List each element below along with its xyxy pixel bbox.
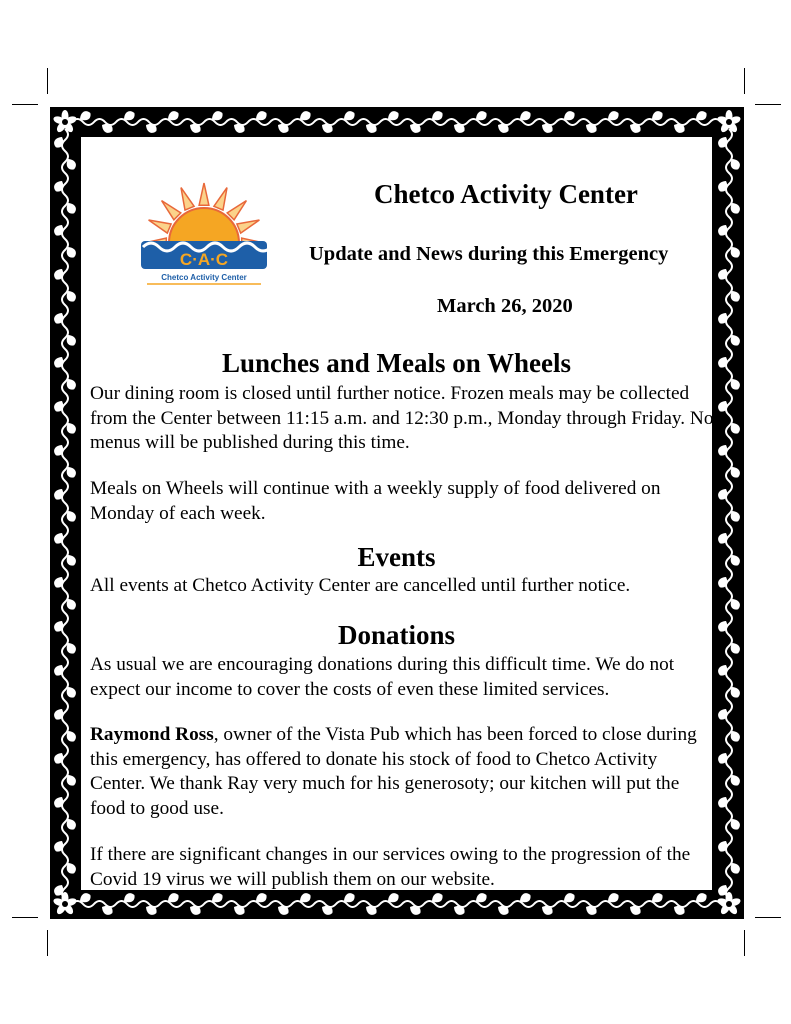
crop-mark	[12, 104, 38, 105]
lunches-paragraph-2: Meals on Wheels will continue with a weekly supply of food delivered on Monday of each week.	[90, 478, 661, 524]
lunches-paragraph-1: Our dining room is closed until further notice. Frozen meals may be collected from the Center between 11:15 a.m. and 12:30 p.m., Monday through Friday. No menus will be published during this time.	[90, 383, 714, 453]
donations-paragraph-2-text: , owner of the Vista Pub which has been forced to close during this emergency, has offered to donate his stock of food to Chetco Activity Center. We thank Ray very much for his generosoty; our kitchen will put the food to good use.	[90, 724, 697, 819]
flyer-content	[81, 137, 712, 890]
crop-mark	[47, 930, 48, 956]
sun-ray	[162, 201, 181, 220]
sun-ray	[199, 183, 209, 205]
page-subtitle: Update and News during this Emergency	[309, 243, 669, 265]
page-title: Chetco Activity Center	[374, 179, 638, 209]
donations-paragraph-1: As usual we are encouraging donations during this difficult time. We do not expect our income to cover the costs of even these limited services.	[90, 654, 675, 700]
crop-mark	[755, 917, 781, 918]
crop-mark	[12, 917, 38, 918]
cac-sun-logo	[139, 181, 269, 286]
sun-ray	[181, 188, 194, 211]
sun-ray	[214, 188, 227, 211]
donor-name: Raymond Ross	[90, 724, 214, 745]
sun-ray	[237, 220, 260, 233]
section-heading-events: Events	[357, 542, 436, 572]
crop-mark	[744, 930, 745, 956]
crop-mark	[755, 104, 781, 105]
section-heading-donations: Donations	[337, 620, 456, 650]
events-paragraph-1: All events at Chetco Activity Center are cancelled until further notice.	[90, 575, 631, 596]
section-heading-lunches: Lunches and Meals on Wheels	[221, 348, 572, 378]
sun-ray	[149, 220, 172, 233]
logo-letters: C·A·C	[179, 250, 229, 269]
vine-border	[50, 107, 744, 919]
donations-paragraph-2	[90, 723, 715, 821]
date-line: March 26, 2020	[437, 295, 573, 317]
crop-mark	[744, 68, 745, 94]
logo-tagline: Chetco Activity Center	[161, 273, 247, 282]
sun-ray	[227, 201, 246, 220]
donations-paragraph-3: If there are significant changes in our services owing to the progression of the Covid 19 virus we will publish them on our website.	[90, 844, 691, 890]
crop-mark	[47, 68, 48, 94]
